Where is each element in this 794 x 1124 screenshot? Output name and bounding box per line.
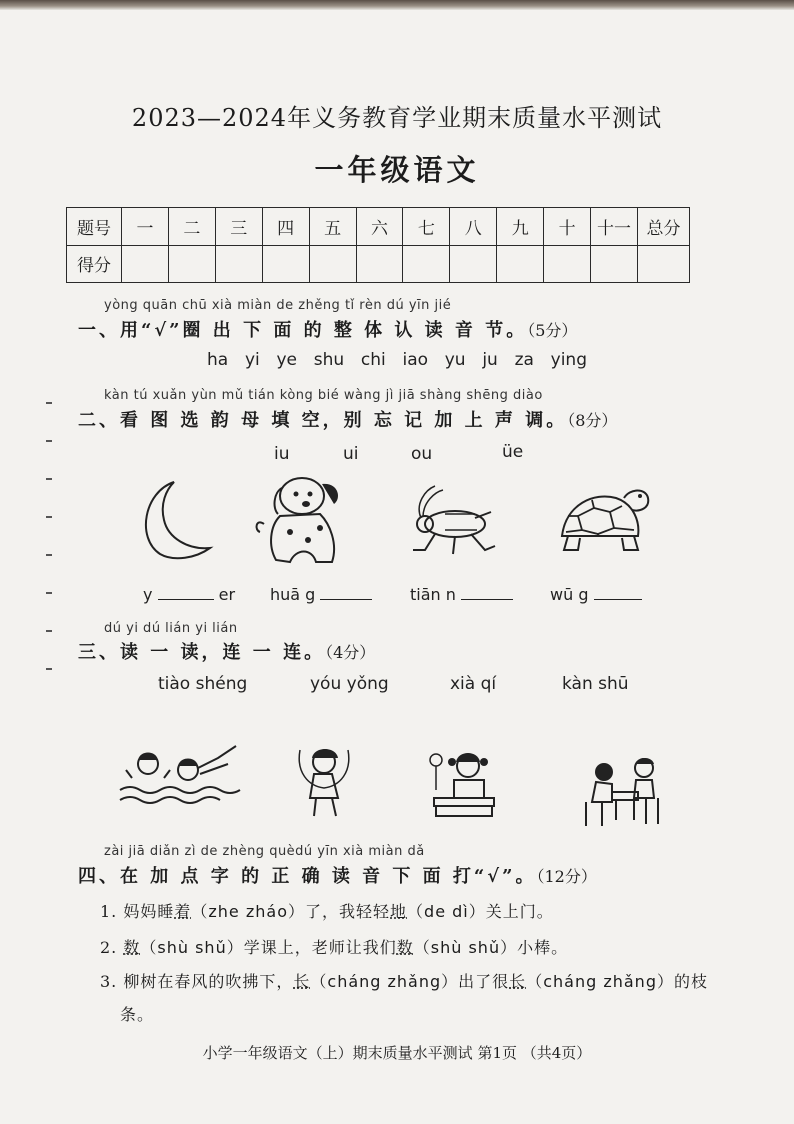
scan-top-edge [0, 0, 794, 10]
pinyin-options[interactable]: cháng zhǎng [543, 972, 657, 991]
blank-line[interactable] [320, 585, 372, 600]
pinyin-options[interactable]: zhe zháo [208, 902, 288, 921]
exam-title: 2023—2024年义务教育学业期末质量水平测试 [131, 104, 663, 132]
question-text: ）关上门。 [468, 902, 554, 921]
swimming-kids-icon[interactable] [118, 740, 242, 806]
score-header-cell: 十 [544, 208, 591, 246]
score-cell[interactable] [450, 245, 497, 283]
score-header-cell: 六 [356, 208, 403, 246]
fill-blank-prefix: y [143, 585, 153, 604]
question-text: 3. 柳树在春风的吹拂下， [100, 972, 294, 991]
score-header-cell: 二 [168, 208, 215, 246]
section2-pinyin: kàn tú xuǎn yùn mǔ tián kòng bié wàng jì jiā shàng shēng diào [104, 388, 543, 403]
score-cell[interactable] [309, 245, 356, 283]
fill-blank-prefix: wū g [550, 585, 589, 604]
dotted-char: 数 [123, 938, 141, 957]
pinyin-options[interactable]: shù shǔ [157, 938, 227, 957]
dotted-char: 地 [390, 902, 408, 921]
question-text: （ [407, 902, 425, 921]
word-kan-shu[interactable]: kàn shū [562, 674, 629, 694]
page-footer: 小学一年级语文（上）期末质量水平测试 第1页 （共4页） [202, 1044, 592, 1062]
dog-icon [250, 474, 350, 570]
score-cell[interactable] [403, 245, 450, 283]
section1-heading-text: 一、用“√”圈 出 下 面 的 整 体 认 读 音 节。 [78, 320, 528, 341]
question-text: （ [191, 902, 209, 921]
score-cell[interactable] [356, 245, 403, 283]
section1-pinyin: yòng quān chū xià miàn de zhěng tǐ rèn dú yīn jié [104, 298, 452, 313]
final-iu: iu [274, 444, 290, 464]
word-xia-qi[interactable]: xià qí [450, 674, 497, 694]
cricket-icon [405, 484, 499, 560]
score-header-cell: 三 [215, 208, 262, 246]
section3-points: （4分） [325, 643, 376, 662]
syllable-item[interactable]: ying [550, 350, 587, 370]
syllable-item[interactable]: ha [207, 350, 229, 370]
section1-points: （5分） [527, 321, 578, 340]
syllable-item[interactable]: ye [276, 350, 297, 370]
section4-points: （12分） [536, 867, 597, 886]
section4-pinyin: zài jiā diǎn zì de zhèng quèdú yīn xià miàn dǎ [104, 844, 425, 859]
question-text: ）出了很 [441, 972, 510, 991]
fill-blank-1 [143, 585, 235, 604]
syllable-item[interactable]: chi [360, 350, 386, 370]
final-ui: ui [343, 444, 359, 464]
score-header-cell: 八 [450, 208, 497, 246]
final-ou: ou [411, 444, 433, 464]
syllable-item[interactable]: iao [402, 350, 429, 370]
score-table-score-row [67, 245, 690, 283]
syllable-list [207, 350, 587, 370]
section1-heading [78, 316, 577, 342]
fill-blank-suffix: er [218, 585, 236, 604]
section2-heading-text: 二、看 图 选 韵 母 填 空，别 忘 记 加 上 声 调。 [78, 410, 568, 431]
pinyin-options[interactable]: de dì [424, 902, 469, 921]
syllable-item[interactable]: yu [444, 350, 466, 370]
fill-blank-4 [550, 585, 642, 604]
question-3 [100, 969, 708, 992]
syllable-item[interactable]: yi [244, 350, 260, 370]
question-text: ）学课上，老师让我们 [226, 938, 397, 957]
exam-subtitle: 一年级语文 [314, 153, 480, 187]
score-cell[interactable] [122, 245, 169, 283]
question-text: （ [413, 938, 431, 957]
word-you-yong[interactable]: yóu yǒng [310, 674, 389, 694]
final-ue: üe [502, 442, 524, 462]
section3-heading [78, 638, 375, 664]
score-cell[interactable] [638, 245, 690, 283]
score-cell[interactable] [168, 245, 215, 283]
question-text: 1. 妈妈睡 [100, 902, 175, 921]
score-table-header-row [67, 208, 690, 246]
chess-players-icon[interactable] [582, 758, 668, 828]
score-cell[interactable] [215, 245, 262, 283]
reading-girl-icon[interactable] [428, 750, 500, 820]
question-1 [100, 899, 554, 922]
section4-heading-text: 四、在 加 点 字 的 正 确 读 音 下 面 打“√”。 [78, 866, 537, 887]
dotted-char: 长 [509, 972, 527, 991]
binding-marks [46, 402, 52, 706]
score-header-cell: 七 [403, 208, 450, 246]
score-table [66, 207, 690, 283]
blank-line[interactable] [158, 585, 214, 600]
dotted-char: 数 [396, 938, 414, 957]
question-text: （ [526, 972, 544, 991]
question-text: （ [310, 972, 328, 991]
question-text: ）小棒。 [500, 938, 569, 957]
score-header-cell: 总分 [638, 208, 690, 246]
word-tiao-sheng[interactable]: tiào shéng [158, 674, 248, 694]
section2-points: （8分） [567, 411, 618, 430]
fill-blank-prefix: huā g [270, 585, 316, 604]
question-text: 2. [100, 938, 124, 957]
score-cell[interactable] [497, 245, 544, 283]
score-header-cell: 题号 [67, 208, 122, 246]
score-header-cell: 一 [122, 208, 169, 246]
section4-heading [78, 862, 597, 888]
syllable-item[interactable]: shu [313, 350, 345, 370]
fill-blank-prefix: tiān n [410, 585, 456, 604]
question-3-continuation: 条。 [120, 1005, 155, 1024]
question-text: ）了，我轻轻 [288, 902, 391, 921]
pinyin-options[interactable]: cháng zhǎng [327, 972, 442, 991]
blank-line[interactable] [461, 585, 513, 600]
moon-icon [130, 478, 220, 564]
score-header-cell: 九 [497, 208, 544, 246]
score-cell[interactable] [544, 245, 591, 283]
section3-heading-text: 三、读 一 读，连 一 连。 [78, 642, 326, 663]
question-text: ）的枝 [656, 972, 708, 991]
fill-blank-3 [410, 585, 513, 604]
question-2 [100, 935, 568, 958]
blank-line[interactable] [594, 585, 642, 600]
dotted-char: 着 [174, 902, 192, 921]
section2-heading [78, 406, 617, 432]
score-cell[interactable] [262, 245, 309, 283]
score-header-cell: 十一 [591, 208, 638, 246]
score-header-cell: 五 [309, 208, 356, 246]
fill-blank-2 [270, 585, 372, 604]
syllable-item[interactable]: ju [482, 350, 498, 370]
score-cell[interactable] [591, 245, 638, 283]
score-row-label: 得分 [67, 245, 122, 283]
score-header-cell: 四 [262, 208, 309, 246]
question-text: （ [140, 938, 158, 957]
turtle-icon [554, 486, 654, 558]
section3-pinyin: dú yi dú lián yi lián [104, 621, 238, 636]
dotted-char: 长 [293, 972, 311, 991]
syllable-item[interactable]: za [514, 350, 534, 370]
pinyin-options[interactable]: shù shǔ [430, 938, 501, 957]
jump-rope-girl-icon[interactable] [296, 742, 356, 820]
